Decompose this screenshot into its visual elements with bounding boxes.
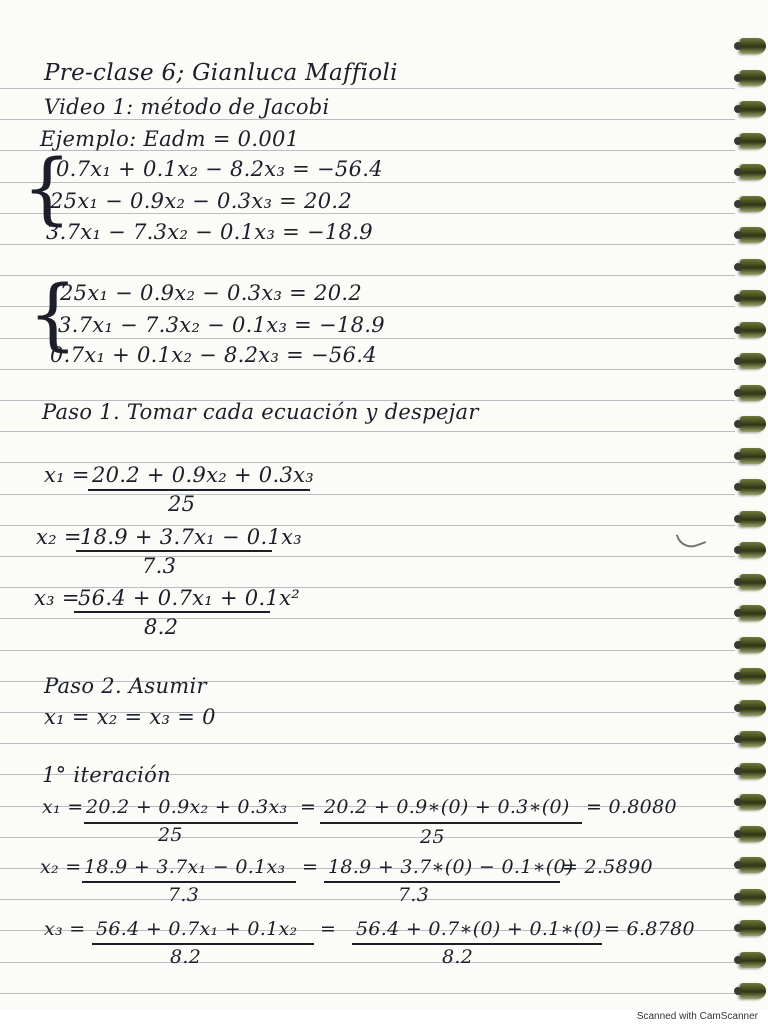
iter1-x1-num2: 20.2 + 0.9∗(0) + 0.3∗(0) (324, 796, 570, 818)
system2-eq1: 25x₁ − 0.9x₂ − 0.3x₃ = 20.2 (60, 281, 362, 305)
spiral-coil (740, 38, 766, 54)
system1-brace: { (22, 144, 72, 234)
ruled-line (0, 182, 735, 183)
spiral-coil (740, 574, 766, 590)
spiral-coil (740, 353, 766, 369)
spiral-coil (740, 668, 766, 684)
binding-hole (734, 515, 742, 523)
paso1-x1-lhs: x₁ = (44, 463, 90, 487)
system1-eq2: 25x₁ − 0.9x₂ − 0.3x₃ = 20.2 (50, 189, 352, 213)
spiral-coil (740, 164, 766, 180)
binding-hole (734, 105, 742, 113)
spiral-coil (740, 605, 766, 621)
paso1-x2-den: 7.3 (142, 554, 177, 578)
spiral-coil (740, 637, 766, 653)
paso1-x2-fraction-bar (76, 550, 272, 552)
binding-hole (734, 704, 742, 712)
spiral-binding (734, 20, 768, 1010)
binding-hole (734, 672, 742, 680)
spiral-coil (740, 322, 766, 338)
paso1-x2-num: 18.9 + 3.7x₁ − 0.1x₃ (80, 525, 302, 549)
spiral-coil (740, 448, 766, 464)
iter1-x2-num2: 18.9 + 3.7∗(0) − 0.1∗(0) (328, 856, 574, 878)
binding-hole (734, 74, 742, 82)
binding-hole (734, 735, 742, 743)
binding-hole (734, 578, 742, 586)
paso1-x3-fraction-bar (74, 611, 270, 613)
binding-hole (734, 641, 742, 649)
spiral-coil (740, 416, 766, 432)
iter1-x2-den2: 7.3 (398, 884, 430, 906)
system2-brace: { (28, 270, 78, 360)
binding-hole (734, 137, 742, 145)
iter1-x1-num: 20.2 + 0.9x₂ + 0.3x₃ (86, 796, 288, 818)
spiral-coil (740, 133, 766, 149)
iter1-x2-num: 18.9 + 3.7x₁ − 0.1x₃ (84, 856, 286, 878)
spiral-coil (740, 889, 766, 905)
ruled-line (0, 338, 735, 339)
spiral-coil (740, 952, 766, 968)
binding-hole (734, 956, 742, 964)
binding-hole (734, 389, 742, 397)
iteration1-title: 1° iteración (42, 763, 171, 787)
iter1-x3-eq: = (320, 918, 337, 940)
binding-hole (734, 987, 742, 995)
paso1-x1-num: 20.2 + 0.9x₂ + 0.3x₃ (92, 463, 314, 487)
spiral-coil (740, 227, 766, 243)
spiral-coil (740, 70, 766, 86)
binding-hole (734, 294, 742, 302)
ruled-line (0, 650, 735, 651)
binding-hole (734, 546, 742, 554)
spiral-coil (740, 479, 766, 495)
binding-hole (734, 861, 742, 869)
paso1-x3-den: 8.2 (144, 615, 179, 639)
ruled-line (0, 743, 735, 744)
spiral-coil (740, 511, 766, 527)
ruled-line (0, 618, 735, 619)
ruled-line (0, 275, 735, 276)
iter1-x3-num: 56.4 + 0.7x₁ + 0.1x₂ (96, 918, 298, 940)
spiral-coil (740, 983, 766, 999)
iter1-x2-bar2 (324, 881, 560, 883)
paso1-x2-lhs: x₂ = (36, 525, 82, 549)
binding-hole (734, 798, 742, 806)
system1-eq1: 0.7x₁ + 0.1x₂ − 8.2x₃ = −56.4 (56, 157, 383, 181)
spiral-coil (740, 290, 766, 306)
ruled-line (0, 431, 735, 432)
ruled-line (0, 837, 735, 838)
paso1-x1-fraction-bar (88, 489, 310, 491)
iter1-x2-result: = 2.5890 (562, 856, 653, 878)
paso1-x3-lhs: x₃ = (34, 586, 80, 610)
iter1-x3-bar (92, 943, 314, 945)
paso1-x3-num: 56.4 + 0.7x₁ + 0.1x² (78, 586, 300, 610)
spiral-coil (740, 857, 766, 873)
binding-hole (734, 483, 742, 491)
iter1-x1-bar (84, 822, 298, 824)
binding-hole (734, 609, 742, 617)
binding-hole (734, 830, 742, 838)
iter1-x1-result: = 0.8080 (586, 796, 677, 818)
ruled-line (0, 556, 735, 557)
iter1-x2-den: 7.3 (168, 884, 200, 906)
ruled-line (0, 899, 735, 900)
iter1-x1-den2: 25 (420, 826, 445, 848)
spiral-coil (740, 385, 766, 401)
pen-mark (676, 526, 707, 552)
binding-hole (734, 326, 742, 334)
spiral-coil (740, 542, 766, 558)
ruled-line (0, 119, 735, 120)
page-title: Pre-clase 6; Gianluca Maffioli (44, 60, 398, 86)
ruled-line (0, 962, 735, 963)
paso2-assume: x₁ = x₂ = x₃ = 0 (44, 705, 216, 729)
binding-hole (734, 231, 742, 239)
iter1-x3-den2: 8.2 (442, 946, 474, 968)
iter1-x2-lhs: x₂ = (40, 856, 82, 878)
iter1-x2-eq: = (302, 856, 319, 878)
system2-eq2: 3.7x₁ − 7.3x₂ − 0.1x₃ = −18.9 (58, 313, 385, 337)
binding-hole (734, 168, 742, 176)
scanner-watermark: Scanned with CamScanner (636, 1011, 758, 1022)
paso2-title: Paso 2. Asumir (44, 674, 207, 698)
spiral-coil (740, 196, 766, 212)
ruled-line (0, 306, 735, 307)
spiral-coil (740, 700, 766, 716)
binding-hole (734, 357, 742, 365)
video-line: Video 1: método de Jacobi (44, 95, 330, 119)
iter1-x2-bar (82, 881, 296, 883)
ruled-line (0, 369, 735, 370)
spiral-coil (740, 259, 766, 275)
iter1-x3-den: 8.2 (170, 946, 202, 968)
binding-hole (734, 452, 742, 460)
ruled-line (0, 244, 735, 245)
binding-hole (734, 420, 742, 428)
spiral-coil (740, 101, 766, 117)
scanner-footer (0, 1010, 768, 1024)
system1-eq3: 3.7x₁ − 7.3x₂ − 0.1x₃ = −18.9 (46, 220, 373, 244)
iter1-x1-lhs: x₁ = (42, 796, 84, 818)
spiral-coil (740, 794, 766, 810)
system2-eq3: 0.7x₁ + 0.1x₂ − 8.2x₃ = −56.4 (50, 343, 377, 367)
example-line: Ejemplo: Eadm = 0.001 (40, 127, 300, 151)
iter1-x3-lhs: x₃ = (44, 918, 86, 940)
binding-hole (734, 767, 742, 775)
paso1-title: Paso 1. Tomar cada ecuación y despejar (42, 400, 479, 424)
ruled-line (0, 993, 735, 994)
paso1-x1-den: 25 (168, 492, 196, 516)
iter1-x1-eq: = (300, 796, 317, 818)
spiral-coil (740, 763, 766, 779)
binding-hole (734, 924, 742, 932)
ruled-line (0, 494, 735, 495)
iter1-x3-result: = 6.8780 (604, 918, 695, 940)
iter1-x1-bar2 (320, 822, 582, 824)
ruled-line (0, 213, 735, 214)
spiral-coil (740, 920, 766, 936)
iter1-x3-num2: 56.4 + 0.7∗(0) + 0.1∗(0) (356, 918, 602, 940)
spiral-coil (740, 731, 766, 747)
binding-hole (734, 200, 742, 208)
spiral-coil (740, 826, 766, 842)
ruled-line (0, 88, 735, 89)
binding-hole (734, 42, 742, 50)
iter1-x3-bar2 (352, 943, 602, 945)
binding-hole (734, 263, 742, 271)
binding-hole (734, 893, 742, 901)
iter1-x1-den: 25 (158, 824, 183, 846)
